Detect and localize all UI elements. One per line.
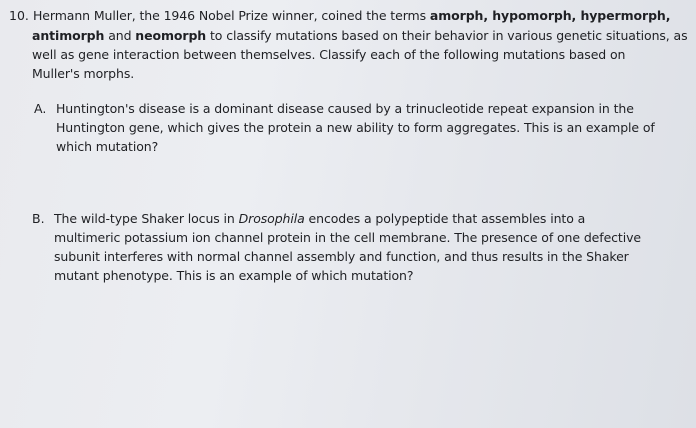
text-segment: antimorph [32, 28, 105, 43]
text-line [54, 230, 641, 245]
part-b-label: B. [32, 211, 45, 226]
text-segment: amorph, hypomorph, hypermorph, [429, 8, 671, 23]
text-segment: Hermann Muller, the 1946 Nobel Prize winner, coined the terms [33, 8, 430, 23]
text-segment: The wild-type Shaker locus in [54, 211, 239, 226]
text-line [32, 66, 134, 81]
text-line [56, 101, 634, 116]
text-segment: to classify mutations based on their behavior in various genetic situations, as [206, 28, 688, 43]
text-line [56, 120, 655, 135]
text-segment: multimeric potassium ion channel protein in the cell membrane. The presence of one defective [54, 230, 641, 245]
text-line [56, 139, 158, 154]
text-line [32, 28, 688, 43]
text-segment: Huntington's disease is a dominant disease caused by a trinucleotide repeat expansion in the [56, 101, 634, 116]
question-number: 10. [9, 8, 29, 23]
text-line [54, 268, 413, 283]
text-line [54, 249, 629, 264]
text-segment: mutant phenotype. This is an example of which mutation? [54, 268, 414, 283]
text-segment: and [104, 28, 136, 43]
text-segment: which mutation? [56, 139, 159, 154]
part-a-label: A. [34, 101, 47, 116]
text-segment: Muller's morphs. [32, 66, 135, 81]
text-line [54, 211, 585, 226]
text-segment: neomorph [135, 28, 207, 43]
text-line [33, 8, 670, 23]
text-segment: encodes a polypeptide that assembles into a [304, 211, 586, 226]
text-segment: Drosophila [238, 211, 305, 226]
text-line [32, 47, 625, 62]
text-segment: Huntington gene, which gives the protein a new ability to form aggregates. This is an example of [56, 120, 655, 135]
text-segment: subunit interferes with normal channel assembly and function, and thus results in the Shaker [54, 249, 629, 264]
text-segment: well as gene interaction between themselves. Classify each of the following mutations based on [32, 47, 626, 62]
